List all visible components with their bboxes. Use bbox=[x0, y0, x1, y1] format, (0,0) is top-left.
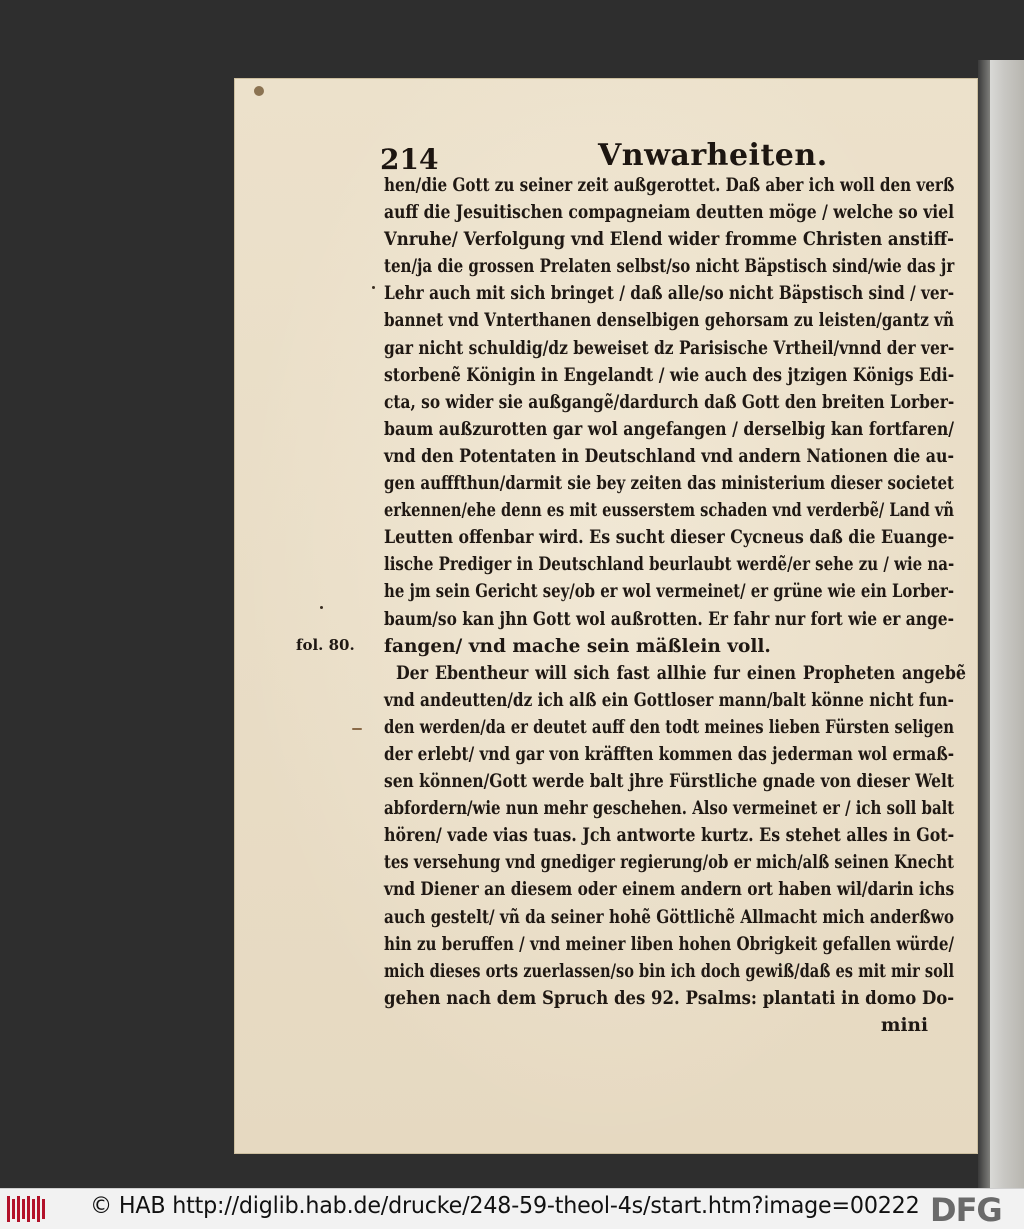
text-line: vnd den Potentaten in Deutschland vnd andern Nationen die au- bbox=[384, 445, 954, 467]
text-line: baum außzurotten gar wol angefangen / derselbig kan fortfaren/ bbox=[384, 418, 954, 440]
text-line: mich dieses orts zuerlassen/so bin ich doch gewiß/daß es mit mir soll bbox=[384, 960, 954, 982]
text-line: auch gestelt/ vñ da seiner hohẽ Göttlichẽ Allmacht mich anderßwo bbox=[384, 906, 954, 928]
text-line: baum/so kan jhn Gott wol außrotten. Er fahr nur fort wie er ange- bbox=[384, 608, 954, 630]
text-line: der erlebt/ vnd gar von kräfften kommen das jederman wol ermaß- bbox=[384, 743, 955, 765]
text-line: vnd Diener an diesem oder einem andern ort haben wil/darin ichs bbox=[384, 879, 955, 901]
text-line: hin zu beruffen / vnd meiner liben hohen Obrigkeit gefallen würde/ bbox=[384, 933, 954, 955]
text-line: auff die Jesuitischen compagneiam deutten möge / welche so viel bbox=[384, 202, 954, 224]
text-line: Leutten offenbar wird. Es sucht dieser Cycneus daß die Euange- bbox=[384, 527, 955, 549]
body-text bbox=[384, 172, 966, 1039]
text-line: Vnruhe/ Verfolgung vnd Elend wider fromme Christen anstiff- bbox=[384, 229, 954, 251]
text-line: gehen nach dem Spruch des 92. Psalms: plantati in domo Do- bbox=[384, 987, 955, 1009]
hab-barcode-logo-icon[interactable] bbox=[6, 1195, 46, 1223]
text-line: tes versehung vnd gnediger regierung/ob er mich/alß seinen Knecht bbox=[384, 852, 954, 874]
text-line: hören/ vade vias tuas. Jch antworte kurtz. Es stehet alles in Got- bbox=[384, 825, 955, 847]
text-line: he jm sein Gericht sey/ob er wol vermeinet/ er grüne wie ein Lorber- bbox=[384, 581, 955, 603]
text-line: Lehr auch mit sich bringet / daß alle/so nicht Bäpstisch sind / ver- bbox=[384, 283, 955, 305]
text-line: abfordern/wie nun mehr geschehen. Also vermeinet er / ich soll balt bbox=[384, 798, 955, 820]
margin-note: fol. 80. bbox=[296, 636, 355, 654]
adjacent-page-edge bbox=[990, 60, 1024, 1188]
text-line: bannet vnd Vnterthanen denselbigen gehorsam zu leisten/gantz vñ bbox=[384, 310, 954, 332]
text-line: storbenẽ Königin in Engelandt / wie auch des jtzigen Königs Edi- bbox=[384, 364, 955, 386]
ink-stain bbox=[254, 86, 264, 96]
text-line: cta, so wider sie außgangẽ/dardurch daß Gott den breiten Lorber- bbox=[384, 391, 955, 413]
ink-speck bbox=[320, 606, 323, 609]
text-line: lische Prediger in Deutschland beurlaubt werdẽ/er sehe zu / wie na- bbox=[384, 554, 955, 576]
text-line: gar nicht schuldig/dz beweiset dz Parisische Vrtheil/vnnd der ver- bbox=[384, 337, 955, 359]
text-line: fangen/ vnd mache sein mäßlein voll. bbox=[384, 635, 771, 657]
text-line: hen/die Gott zu seiner zeit außgerottet. Daß aber ich woll den verß bbox=[384, 175, 955, 196]
page-number: 214 bbox=[380, 143, 439, 176]
text-line: gen aufffthun/darmit sie bey zeiten das ministerium dieser societet bbox=[384, 473, 954, 495]
ink-speck bbox=[352, 728, 362, 730]
book-page bbox=[234, 78, 978, 1154]
citation-link[interactable]: © HAB http://diglib.hab.de/drucke/248-59-theol-4s/start.htm?image=00222 bbox=[90, 1193, 920, 1219]
text-line: ten/ja die grossen Prelaten selbst/so nicht Bäpstisch sind/wie das jr bbox=[384, 256, 955, 278]
text-line: mini bbox=[880, 1014, 928, 1036]
text-line: erkennen/ehe denn es mit eusserstem schaden vnd verderbẽ/ Land vñ bbox=[384, 500, 954, 522]
ink-speck bbox=[372, 286, 375, 289]
running-head: Vnwarheiten. bbox=[598, 138, 828, 173]
text-line: Der Ebentheur will sich fast allhie fur einen Propheten angebẽ bbox=[395, 662, 966, 684]
text-line: den werden/da er deutet auff den todt meines lieben Fürsten seligen bbox=[384, 716, 955, 738]
dfg-logo-icon: DFG bbox=[930, 1191, 1002, 1229]
text-line: vnd andeutten/dz ich alß ein Gottloser mann/balt könne nicht fun- bbox=[384, 689, 954, 711]
text-line: sen können/Gott werde balt jhre Fürstliche gnade von dieser Welt bbox=[384, 771, 954, 793]
footer-bar bbox=[0, 1188, 1024, 1229]
